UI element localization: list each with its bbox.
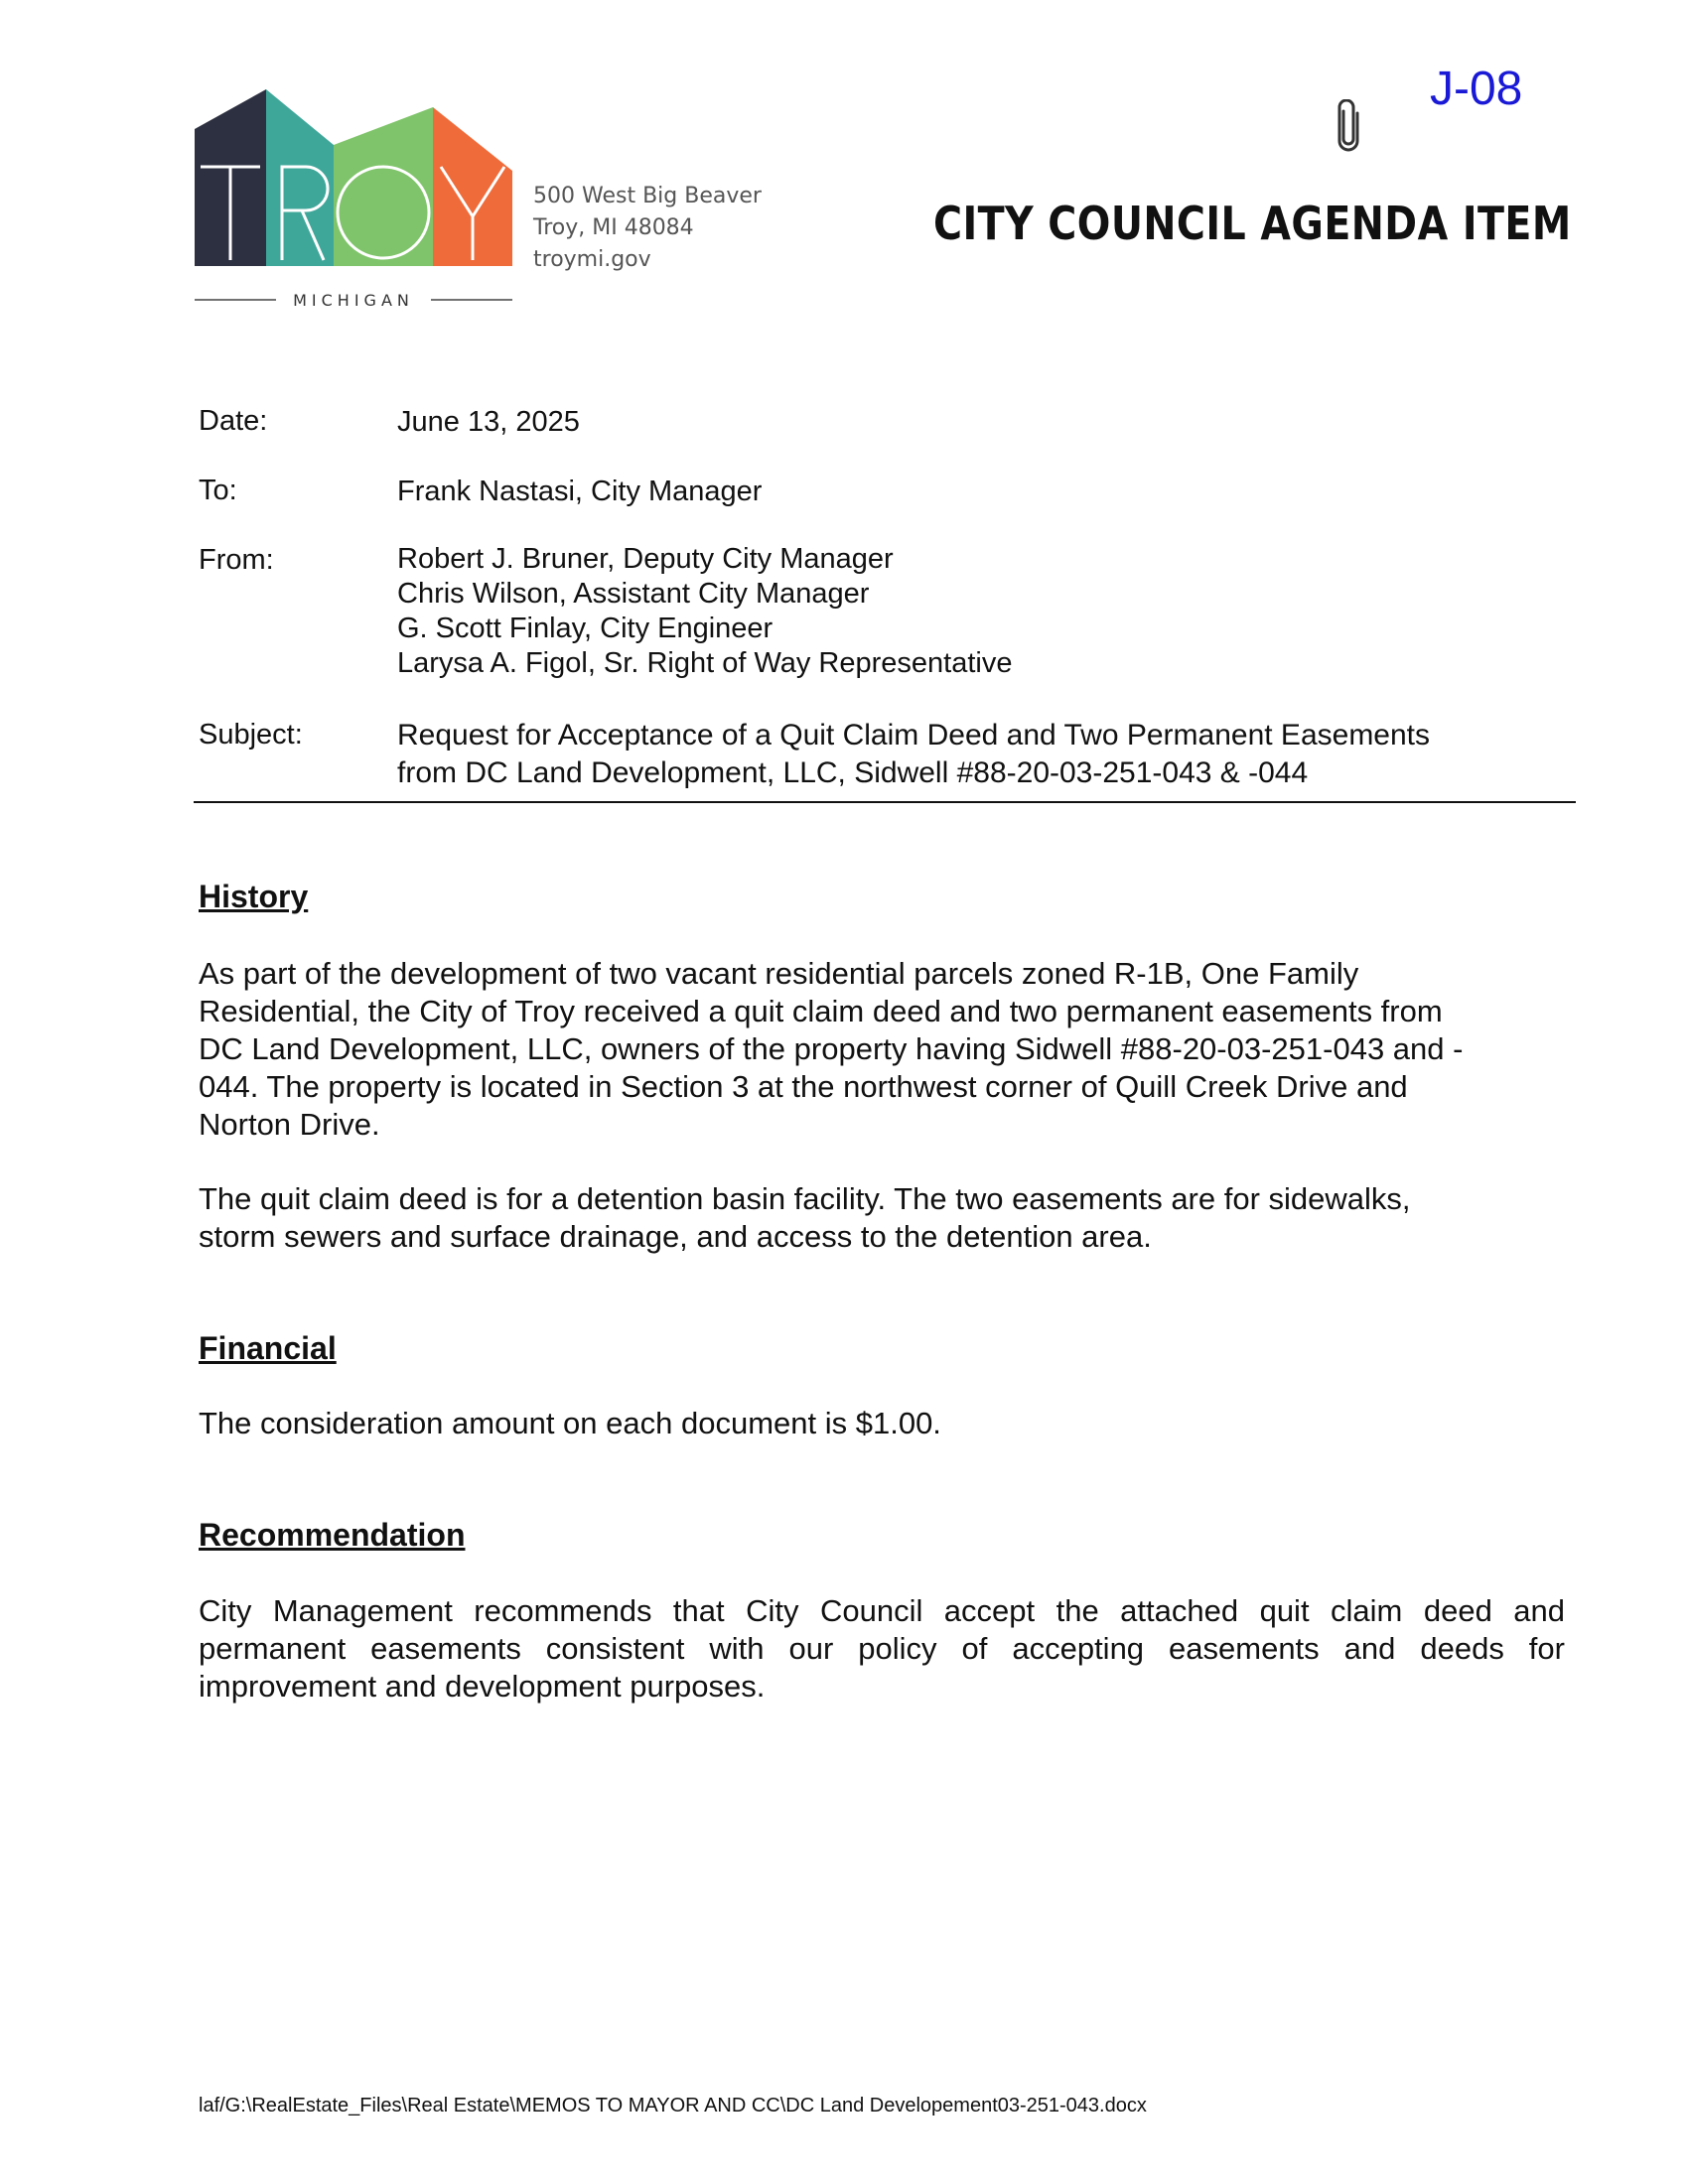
address-line: Troy, MI 48084 xyxy=(533,215,694,240)
address-line: 500 West Big Beaver xyxy=(533,184,762,208)
subject-line: from DC Land Development, LLC, Sidwell #88-20-03-251-043 & -044 xyxy=(397,756,1309,789)
from-person: G. Scott Finlay, City Engineer xyxy=(397,613,774,644)
from-label: From: xyxy=(199,544,274,576)
date-value: June 13, 2025 xyxy=(397,406,580,438)
history-line: DC Land Development, LLC, owners of the property having Sidwell #88-20-03-251-043 and - xyxy=(199,1031,1464,1066)
history-paragraph-1 xyxy=(199,955,1579,1144)
header-divider xyxy=(194,801,1576,803)
from-list xyxy=(397,542,1012,681)
city-address xyxy=(533,181,762,276)
subject-value xyxy=(397,717,1430,792)
history-line: storm sewers and surface drainage, and access to the detention area. xyxy=(199,1219,1152,1254)
history-line: Residential, the City of Troy received a quit claim deed and two permanent easements from xyxy=(199,994,1443,1028)
from-person: Larysa A. Figol, Sr. Right of Way Representative xyxy=(397,647,1013,679)
financial-paragraph: The consideration amount on each document is $1.00. xyxy=(199,1406,941,1440)
address-line: troymi.gov xyxy=(533,247,651,272)
page-title: CITY COUNCIL AGENDA ITEM xyxy=(933,197,1572,250)
recommendation-heading: Recommendation xyxy=(199,1517,466,1553)
paperclip-icon xyxy=(1336,99,1361,153)
file-path-footer: laf/G:\RealEstate_Files\Real Estate\MEMOS TO MAYOR AND CC\DC Land Developement03-251-043.docx xyxy=(199,2095,1147,2116)
history-line: The quit claim deed is for a detention basin facility. The two easements are for sidewalks, xyxy=(199,1181,1411,1216)
financial-heading: Financial xyxy=(199,1330,337,1366)
from-person: Robert J. Bruner, Deputy City Manager xyxy=(397,543,894,575)
agenda-item-code: J-08 xyxy=(1430,63,1523,115)
history-heading: History xyxy=(199,879,309,914)
troy-logo xyxy=(195,89,512,308)
date-label: Date: xyxy=(199,405,268,437)
to-label: To: xyxy=(199,475,237,506)
subject-line: Request for Acceptance of a Quit Claim Deed and Two Permanent Easements xyxy=(397,719,1431,751)
history-line: As part of the development of two vacant residential parcels zoned R-1B, One Family xyxy=(199,956,1359,991)
to-value: Frank Nastasi, City Manager xyxy=(397,476,763,507)
subject-label: Subject: xyxy=(199,719,303,751)
history-paragraph-2 xyxy=(199,1180,1579,1256)
logo-region: MICHIGAN xyxy=(293,291,414,308)
from-person: Chris Wilson, Assistant City Manager xyxy=(397,578,870,610)
history-line: 044. The property is located in Section 3 at the northwest corner of Quill Creek Drive and xyxy=(199,1069,1408,1104)
recommendation-paragraph: City Management recommends that City Council accept the attached quit claim deed and permanent easements consistent with our policy of accepting easements and deeds for improvement and development purposes. xyxy=(199,1593,1565,1704)
history-line: Norton Drive. xyxy=(199,1107,380,1142)
